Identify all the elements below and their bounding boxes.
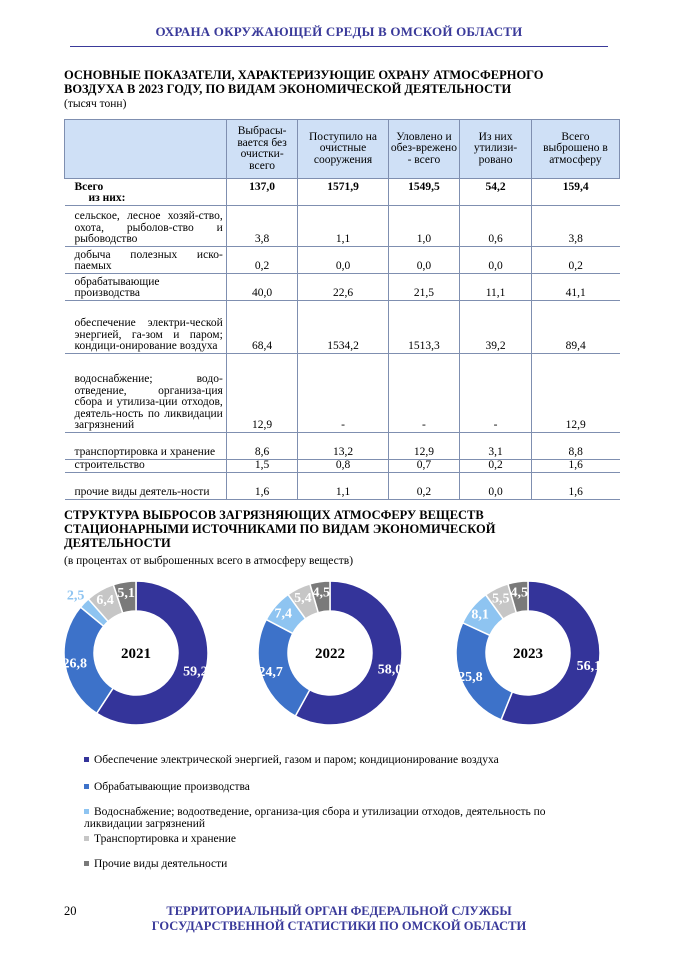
legend-label: Обеспечение электрической энергией, газом и паром; кондиционирование воздуха: [94, 754, 499, 766]
table-cell: 89,4: [531, 300, 619, 353]
donut-data-label: 59,2: [183, 664, 208, 680]
donut-data-label: 58,0: [377, 662, 403, 678]
table-cell: 0,0: [460, 246, 532, 273]
table-cell: 0,0: [298, 246, 388, 273]
legend-label: Транспортировка и хранение: [94, 833, 237, 845]
legend-swatch-icon: [84, 784, 89, 789]
column-header: Уловлено и обез-врежено - всего: [388, 120, 460, 179]
table-cell: 0,7: [388, 459, 460, 472]
donut-data-label: 4,5: [510, 585, 529, 601]
row-label: добыча полезных иско-паемых: [65, 246, 227, 273]
donut-chart-2021: [62, 579, 210, 727]
legend-label: Водоснабжение; водоотведение, организа-ция сбора и утилизации отходов, деятельность по ликвидации загрязнений: [84, 806, 546, 830]
emissions-table: [64, 119, 620, 500]
row-label: обеспечение электри-ческой энергией, га-зом и паром; кондици-онирование воздуха: [65, 300, 227, 353]
table-cell: 12,9: [226, 353, 298, 432]
donut-data-label: 5,4: [294, 591, 312, 607]
header-rule: [70, 46, 608, 47]
legend-swatch-icon: [84, 757, 89, 762]
running-header: ОХРАНА ОКРУЖАЮЩЕЙ СРЕДЫ В ОМСКОЙ ОБЛАСТИ: [155, 24, 523, 39]
table-cell: -: [298, 353, 388, 432]
table-cell: 0,0: [388, 246, 460, 273]
table-cell: 12,9: [388, 432, 460, 459]
table-cell: 1549,5: [388, 179, 460, 194]
table-row: [65, 205, 620, 246]
chart-title-line: ДЕЯТЕЛЬНОСТИ: [64, 536, 171, 550]
donut-svg: [454, 579, 602, 727]
column-header: Поступило на очистные сооружения: [298, 120, 388, 179]
table-cell: 1,1: [298, 205, 388, 246]
donut-center-year: 2021: [121, 646, 151, 662]
table-row: [65, 472, 620, 499]
table-cell: -: [388, 353, 460, 432]
donut-data-label: 6,4: [96, 593, 114, 609]
legend-item: [84, 781, 604, 793]
table-cell: 159,4: [531, 179, 619, 194]
table-cell: 11,1: [460, 273, 532, 300]
table-cell: 0,2: [460, 459, 532, 472]
table-cell: 1,0: [388, 205, 460, 246]
table-cell: 3,1: [460, 432, 532, 459]
chart-title: [64, 508, 624, 550]
donut-data-label: 25,8: [458, 669, 483, 685]
chart-unit: (в процентах от выброшенных всего в атмосферу веществ): [64, 555, 354, 567]
table-row: [65, 300, 620, 353]
table-header-empty: [65, 120, 227, 179]
table-cell: 1,6: [226, 472, 298, 499]
table-cell: 0,2: [388, 472, 460, 499]
table-cell: 12,9: [531, 353, 619, 432]
table-unit: (тысяч тонн): [64, 98, 127, 110]
donut-chart-2022: [256, 579, 404, 727]
legend-item: [84, 858, 604, 870]
legend-item: [84, 754, 604, 766]
table-cell: 68,4: [226, 300, 298, 353]
table-cell: 39,2: [460, 300, 532, 353]
table-title: [64, 68, 624, 96]
legend-item: [84, 833, 604, 845]
table-cell: 1,1: [298, 472, 388, 499]
table-cell: 1,6: [531, 459, 619, 472]
table-cell: 21,5: [388, 273, 460, 300]
row-label: Всего: [74, 180, 104, 193]
row-label: транспортировка и хранение: [65, 432, 227, 459]
row-label: строительство: [65, 459, 227, 472]
table-cell: 22,6: [298, 273, 388, 300]
table-subheader-row: [65, 193, 620, 205]
row-label: водоснабжение; водо-отведение, организа-ция сбора и утилиза-ции отходов, деятель-ность по ликвидации загрязнений: [65, 353, 227, 432]
row-label: сельское, лесное хозяй-ство, охота, рыболов-ство и рыбоводство: [65, 205, 227, 246]
table-cell: 8,6: [226, 432, 298, 459]
chart-title-line: СТРУКТУРА ВЫБРОСОВ ЗАГРЯЗНЯЮЩИХ АТМОСФЕРУ ВЕЩЕСТВ: [64, 508, 484, 522]
footer-line: ГОСУДАРСТВЕННОЙ СТАТИСТИКИ ПО ОМСКОЙ ОБЛАСТИ: [151, 919, 527, 933]
donut-center-year: 2022: [315, 646, 345, 662]
table-total-row: [65, 179, 620, 194]
table-cell: -: [460, 353, 532, 432]
table-cell: 0,2: [226, 246, 298, 273]
table-cell: 1534,2: [298, 300, 388, 353]
table-cell: 137,0: [226, 179, 298, 194]
row-label: прочие виды деятель-ности: [65, 472, 227, 499]
table-cell: 1,5: [226, 459, 298, 472]
table-header-row: [65, 120, 620, 179]
table-cell: 0,8: [298, 459, 388, 472]
table-row: [65, 432, 620, 459]
donut-chart-2023: [454, 579, 602, 727]
legend-swatch-icon: [84, 836, 89, 841]
table-cell: 54,2: [460, 179, 532, 194]
table-row: [65, 246, 620, 273]
legend-label: Обрабатывающие производства: [94, 781, 250, 793]
donut-data-label: 26,8: [62, 656, 87, 672]
table-row: [65, 353, 620, 432]
table-title-line: ВОЗДУХА В 2023 ГОДУ, ПО ВИДАМ ЭКОНОМИЧЕСКОЙ ДЕЯТЕЛЬНОСТИ: [64, 82, 512, 96]
column-header: Выбрасы-вается без очистки-всего: [226, 120, 298, 179]
donut-data-label: 56,1: [576, 658, 602, 674]
row-label: обрабатывающие производства: [65, 273, 227, 300]
table-cell: 0,2: [531, 246, 619, 273]
legend-swatch-icon: [84, 809, 89, 814]
chart-title-line: СТАЦИОНАРНЫМИ ИСТОЧНИКАМИ ПО ВИДАМ ЭКОНОМИЧЕСКОЙ: [64, 522, 496, 536]
table-cell: 8,8: [531, 432, 619, 459]
table-cell: 13,2: [298, 432, 388, 459]
table-cell: 3,8: [531, 205, 619, 246]
table-row: [65, 459, 620, 472]
page-number: 20: [64, 904, 77, 918]
donut-data-label: 24,7: [258, 664, 283, 680]
table-cell: 0,0: [460, 472, 532, 499]
donut-data-label: 5,1: [117, 585, 135, 601]
donut-data-label: 2,5: [66, 588, 85, 604]
table-cell: 41,1: [531, 273, 619, 300]
table-cell: 0,6: [460, 205, 532, 246]
table-cell: 1,6: [531, 472, 619, 499]
donut-data-label: 4,5: [312, 585, 331, 601]
footer-line: ТЕРРИТОРИАЛЬНЫЙ ОРГАН ФЕДЕРАЛЬНОЙ СЛУЖБЫ: [166, 904, 512, 918]
donut-svg: [62, 579, 210, 727]
table-cell: 1513,3: [388, 300, 460, 353]
column-header: Всего выброшено в атмосферу: [531, 120, 619, 179]
column-header: Из них утилизи-ровано: [460, 120, 532, 179]
donut-svg: [256, 579, 404, 727]
legend-label: Прочие виды деятельности: [94, 858, 228, 870]
row-label: из них:: [65, 193, 227, 205]
donut-data-label: 5,5: [491, 591, 510, 607]
legend-item: [84, 806, 604, 830]
legend-swatch-icon: [84, 861, 89, 866]
table-row: [65, 273, 620, 300]
table-cell: 3,8: [226, 205, 298, 246]
donut-data-label: 8,1: [471, 607, 489, 623]
table-title-line: ОСНОВНЫЕ ПОКАЗАТЕЛИ, ХАРАКТЕРИЗУЮЩИЕ ОХРАНУ АТМОСФЕРНОГО: [64, 68, 544, 82]
table-cell: 1571,9: [298, 179, 388, 194]
table-cell: 40,0: [226, 273, 298, 300]
footer: [0, 904, 678, 934]
donut-center-year: 2023: [513, 646, 543, 662]
donut-data-label: 7,4: [274, 606, 292, 622]
